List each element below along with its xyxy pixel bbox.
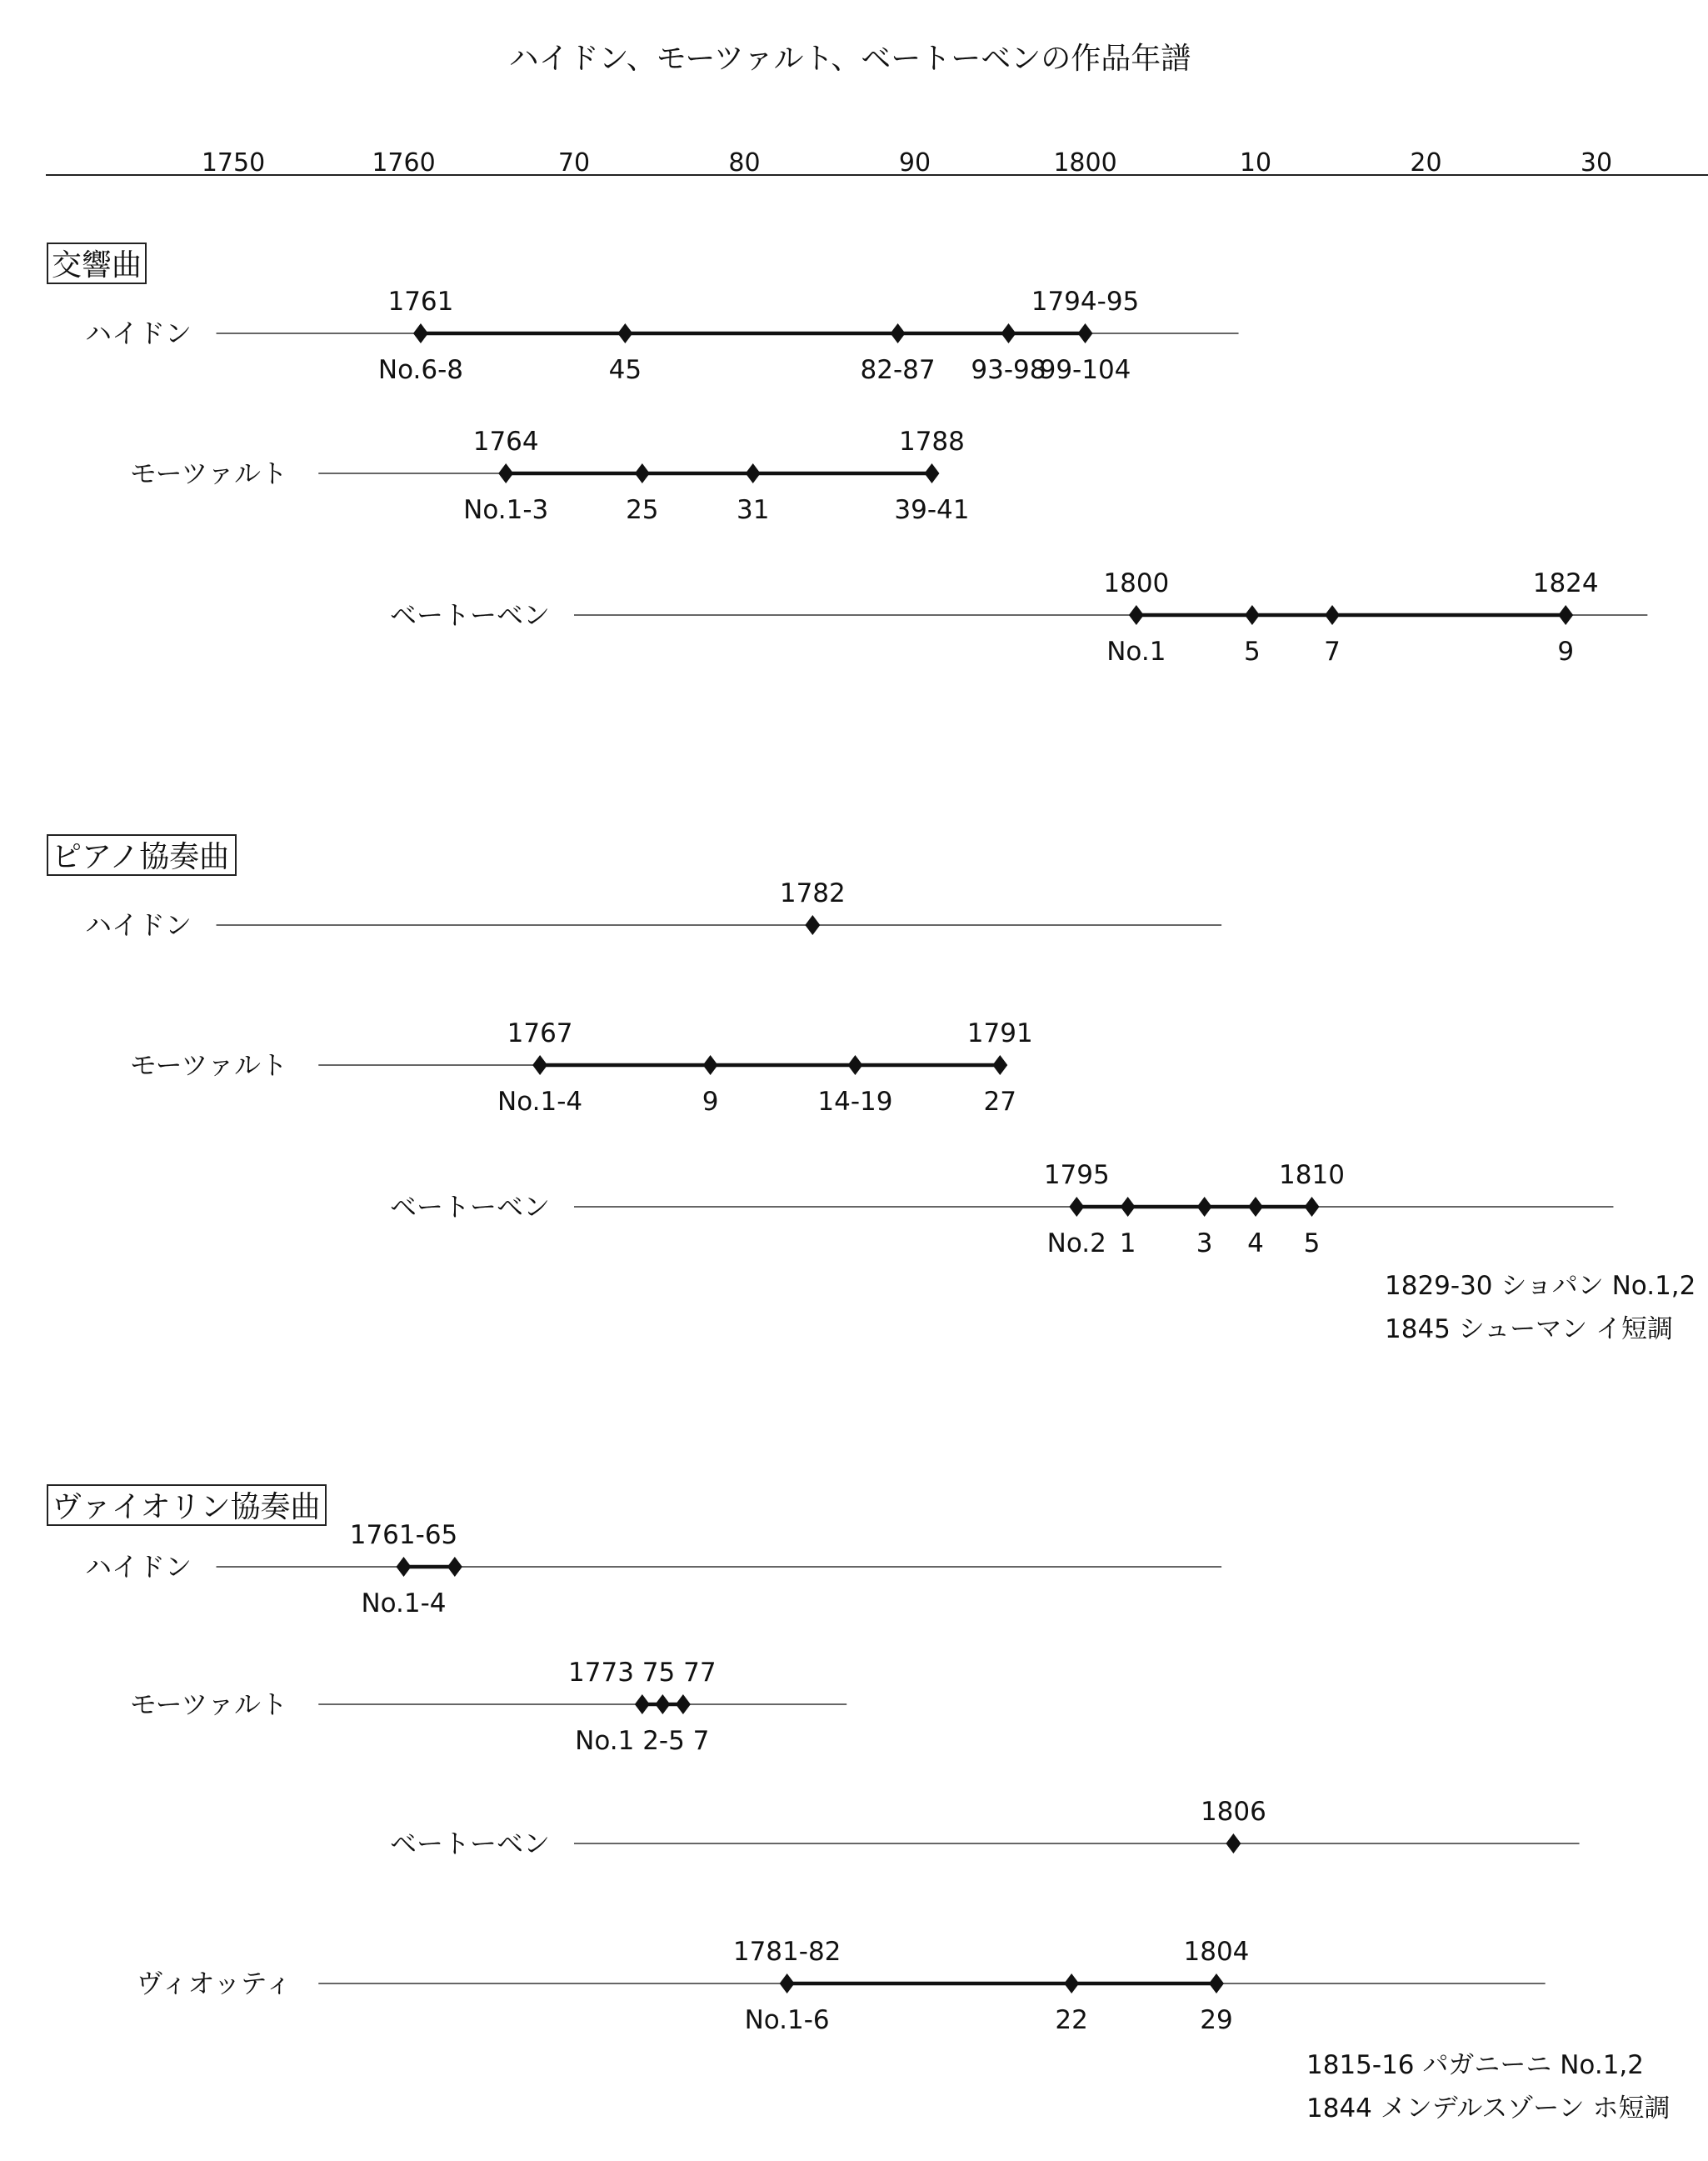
composer-row (130, 1018, 1033, 1117)
work-number-label: 39-41 (894, 495, 970, 525)
work-number-label: No.1 (1106, 637, 1166, 667)
work-marker (1558, 605, 1573, 625)
section (47, 243, 1647, 667)
composer-row (130, 1658, 847, 1756)
work-marker (1248, 1197, 1263, 1217)
work-number-label: No.1-3 (463, 495, 549, 525)
work-year-label: 1767 (507, 1018, 573, 1048)
work-marker (924, 463, 939, 483)
work-marker (992, 1055, 1007, 1075)
axis-tick-label: 1750 (201, 148, 266, 178)
work-number-label: 3 (1196, 1228, 1213, 1258)
work-number-label: 99-104 (1039, 355, 1131, 385)
composer-row (85, 287, 1239, 385)
work-marker (1001, 323, 1016, 343)
work-number-label: 7 (1324, 637, 1341, 667)
composer-name: モーツァルト (129, 1688, 287, 1720)
work-number-label: 5 (1244, 637, 1261, 667)
work-marker (847, 1055, 862, 1075)
axis-tick-label: 10 (1239, 148, 1272, 178)
work-marker (1069, 1197, 1084, 1217)
composer-name: ハイドン (84, 909, 192, 941)
work-year-label: 1804 (1183, 1937, 1250, 1967)
work-marker (1209, 1973, 1224, 1993)
work-marker (1078, 323, 1093, 343)
work-marker (746, 463, 761, 483)
piano-note: 1845 シューマン イ短調 (1385, 1314, 1673, 1344)
section-label: 交響曲 (52, 248, 142, 283)
work-number-label: No.1 2-5 7 (575, 1726, 710, 1756)
work-number-label: 4 (1247, 1228, 1264, 1258)
composer-row (85, 1520, 1221, 1618)
work-marker (891, 323, 906, 343)
work-year-label: 1791 (966, 1018, 1033, 1048)
work-year-label: 1761 (387, 287, 454, 317)
work-marker (532, 1055, 547, 1075)
violin-note: 1815-16 パガニーニ No.1,2 (1306, 2050, 1644, 2080)
section (47, 1485, 1580, 2035)
axis-tick-label: 20 (1410, 148, 1442, 178)
work-marker (397, 1557, 412, 1577)
work-marker (1226, 1833, 1241, 1853)
work-marker (805, 915, 820, 935)
work-marker (635, 1694, 650, 1714)
work-number-label: 25 (626, 495, 659, 525)
composer-row (390, 1797, 1580, 1859)
work-marker (635, 463, 650, 483)
axis-tick-label: 30 (1580, 148, 1613, 178)
work-number-label: No.1-4 (497, 1087, 583, 1117)
page-title: ハイドン、モーツァルト、ベートーベンの作品年譜 (508, 42, 1191, 76)
work-year-label: 1794-95 (1031, 287, 1140, 317)
work-number-label: 22 (1055, 2005, 1088, 2035)
section-label: ヴァイオリン協奏曲 (52, 1490, 321, 1524)
work-marker (1325, 605, 1340, 625)
work-marker (703, 1055, 718, 1075)
axis-tick-label: 1760 (372, 148, 436, 178)
work-number-label: No.2 (1046, 1228, 1106, 1258)
timeline-sections (47, 243, 1647, 2035)
work-marker (617, 323, 632, 343)
work-number-label: 5 (1303, 1228, 1321, 1258)
work-marker (655, 1694, 670, 1714)
work-number-label: 9 (702, 1087, 719, 1117)
axis-tick-label: 1800 (1053, 148, 1117, 178)
composer-name: ベートーベン (389, 1191, 550, 1223)
composer-row (136, 1937, 1545, 2035)
work-year-label: 1781-82 (732, 1937, 842, 1967)
composer-name: ハイドン (84, 1551, 192, 1583)
work-marker (1304, 1197, 1319, 1217)
composer-row (390, 1160, 1613, 1258)
composer-name: ハイドン (84, 318, 192, 349)
work-year-label: 1795 (1043, 1160, 1110, 1190)
composer-name: モーツァルト (129, 1049, 287, 1081)
work-number-label: 1 (1119, 1228, 1136, 1258)
work-number-label: 14-19 (817, 1087, 893, 1117)
work-year-label: 1788 (898, 427, 965, 457)
section (47, 835, 1613, 1258)
work-year-label: 1773 75 77 (568, 1658, 717, 1688)
work-number-label: No.6-8 (377, 355, 464, 385)
year-axis-ticks (202, 148, 1612, 178)
work-number-label: 27 (983, 1087, 1016, 1117)
work-year-label: 1810 (1279, 1160, 1345, 1190)
axis-tick-label: 90 (898, 148, 931, 178)
work-number-label: 82-87 (860, 355, 936, 385)
work-number-label: No.1-4 (361, 1588, 447, 1618)
work-year-label: 1806 (1200, 1797, 1266, 1827)
work-marker (676, 1694, 691, 1714)
work-number-label: No.1-6 (744, 2005, 830, 2035)
work-number-label: 29 (1200, 2005, 1233, 2035)
work-marker (1121, 1197, 1136, 1217)
work-year-label: 1782 (779, 878, 846, 908)
work-year-label: 1824 (1532, 568, 1599, 598)
work-marker (498, 463, 513, 483)
notes (1306, 1271, 1696, 2123)
composer-name: ベートーベン (389, 599, 550, 631)
axis-tick-label: 70 (557, 148, 591, 178)
work-year-label: 1761-65 (349, 1520, 458, 1550)
work-marker (1129, 605, 1144, 625)
work-number-label: 9 (1557, 637, 1575, 667)
work-marker (447, 1557, 462, 1577)
work-year-label: 1764 (472, 427, 539, 457)
piano-note: 1829-30 ショパン No.1,2 (1385, 1271, 1696, 1301)
composer-row (390, 568, 1647, 667)
work-marker (1245, 605, 1260, 625)
composer-name: ヴィオッティ (136, 1968, 292, 1999)
composer-name: モーツァルト (129, 458, 287, 489)
work-number-label: 45 (608, 355, 642, 385)
violin-note: 1844 メンデルスゾーン ホ短調 (1306, 2093, 1671, 2123)
composer-name: ベートーベン (389, 1828, 550, 1859)
section-label: ピアノ協奏曲 (52, 840, 230, 874)
axis-tick-label: 80 (728, 148, 761, 178)
work-number-label: 31 (736, 495, 770, 525)
work-marker (413, 323, 428, 343)
work-marker (1197, 1197, 1212, 1217)
composer-row (85, 878, 1221, 941)
work-marker (1064, 1973, 1079, 1993)
composer-row (130, 427, 970, 525)
work-year-label: 1800 (1103, 568, 1170, 598)
work-number-label: 93-98 (971, 355, 1046, 385)
work-marker (780, 1973, 795, 1993)
